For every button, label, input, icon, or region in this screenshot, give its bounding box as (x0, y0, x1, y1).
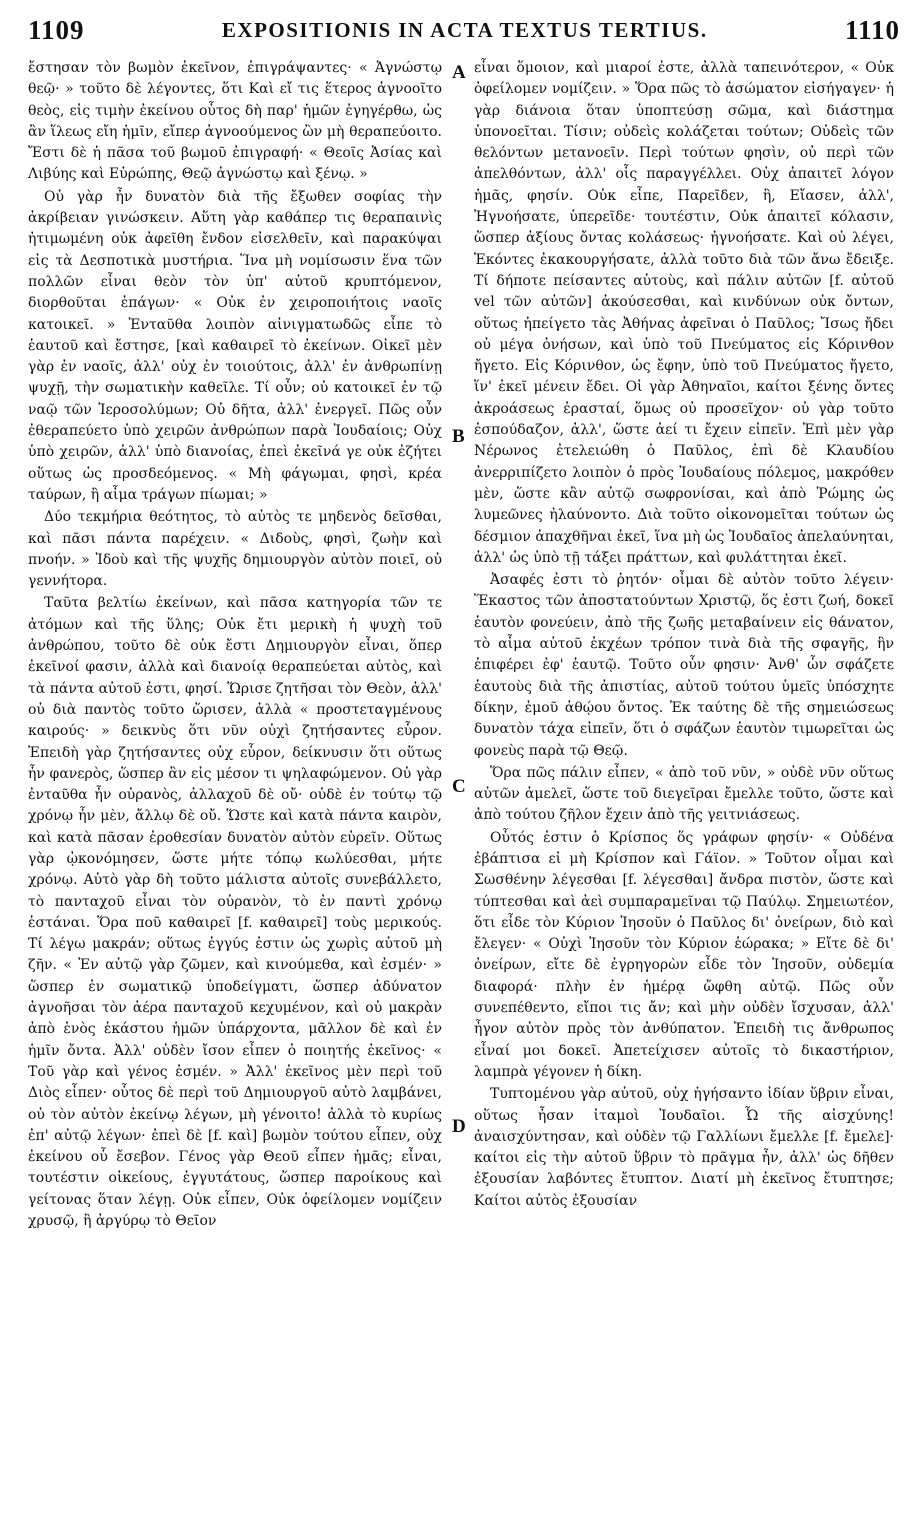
paragraph: Τυπτομένου γὰρ αὐτοῦ, οὐχ ἡγήσαντο ἰδίαν ὕβριν εἶναι, οὕτως ἦσαν ἰταμοὶ Ἰουδαῖοι. Ὦ τῆς αἰσχύνης! ἀναισχύντησαν, καὶ οὐδὲν τῷ Γαλλίωνι ἔμελλε [f. ἔμελε]· καίτοι εἰς τὴν αὐτοῦ ὕβριν τὸ πρᾶγμα ἦν, ἀλλ' ὡς δῆθεν ἐξουσίαν λαβόντες ἔτυπτον. Διατί μὴ ἐκεῖνος ἔτυπτησε; Καίτοι αὐτὸς ἐξουσίαν (474, 1086, 894, 1209)
paragraph: Οὗτός ἐστιν ὁ Κρίσπος ὅς γράφων φησίν· « Οὐδένα ἐβάπτισα εἰ μὴ Κρίσπον καὶ Γάϊον. » Τοῦτον οἶμαι καὶ Σωσθένην λέγεσθαι [f. λέγεσθαι] ἄνδρα πιστὸν, ὥστε καὶ τύπτεσθαι καὶ ἀεὶ συμπαραμεῖναι τῷ Παύλῳ. Σημειωτέον, ὅτι εἶδε τὸν Κύριον Ἰησοῦν ὁ Παῦλος δι' ὀνείρων, διὸ καὶ ἔλεγεν· « Οὐχὶ Ἰησοῦν τὸν Κύριον ἑώρακα; » Εἴτε δὲ δι' ὀνείρων, εἴτε δὲ ἐγρηγορὼν εἶδε τὸν Ἰησοῦν, οὐδεμία διαφορά· πλὴν ἐν ἡμέρᾳ ὤφθη αὐτῷ. Πῶς οὖν συνεπέθεντο, εἴποι τις ἄν; καὶ μὴν οὐδὲν ἴσχυσαν, ἀλλ' ἦγον αὐτὸν πρὸς τὸν ἀνθύπατον. Ἐπειδὴ τις ἄνθρωπος εἶναί μοι δοκεῖ. Ἀπετείχισεν αὐτοῖς τὸ δικαστήριον, λαμπρὰ γέγονεν ἡ δίκη. (474, 829, 894, 1080)
margin-marker-a: A (452, 62, 466, 83)
paragraph: Ἀσαφές ἐστι τὸ ῥητόν· οἶμαι δὲ αὐτὸν τοῦτο λέγειν· Ἕκαστος τῶν ἀποστατούντων Χριστῷ, ὅς ἐστι ζωή, δοκεῖ ἑαυτὸν φονεύειν, ἀπὸ τῆς ζωῆς μεταβαίνειν εἰς θάνατον, τὸ αἷμα αὐτοῦ ἐκχέων τρόπον τινὰ διὰ τῆς σφαγῆς, ἣν ἐπιφέρει ἐφ' ἑαυτῷ. Τοῦτο οὖν φησιν· Ἀνθ' ὧν σφάζετε ἑαυτοὺς διὰ τῆς ἀπιστίας, αὐτοῦ τούτου ὑμεῖς ὑπόσχητε δίκην, ἐμοῦ ἀθῴου ὄντος. Ἐκ ταύτης δὲ τῆς σημειώσεως δυνατὸν τάχα εἰπεῖν, ὅτι ὁ σφάζων ἑαυτὸν τιμωρεῖται ὡς φονεὺς παρὰ τῷ Θεῷ. (474, 572, 894, 759)
margin-marker-b: B (452, 426, 465, 447)
left-column (28, 58, 442, 1233)
margin-marker-c: C (452, 776, 466, 797)
paragraph: Ὅρα πῶς πάλιν εἶπεν, « ἀπὸ τοῦ νῦν, » οὐδὲ νῦν οὕτως αὐτῶν ἀμελεῖ, ὥστε τοῦ διεγεῖραι ἔμελλε τοῦτο, ὥστε καὶ ἀπὸ τούτου ζῆλον ἔχειν ἀπὸ τῆς γειτνιάσεως. (474, 764, 894, 824)
paragraph: εἶναι ὅμοιον, καὶ μιαροί ἐστε, ἀλλὰ ταπεινότερον, « Οὐκ ὀφείλομεν νομίζειν. » Ὅρα πῶς τὸ ἀσώματον εἰσήγαγεν· ἡ γὰρ διάνοια ὅταν ὑποπτεύσῃ σῶμα, καὶ διάστημα ὑπονοεῖται. Τίσιν; οὐδεὶς κολάζεται τούτων; Οὐδεὶς τῶν θελόντων μετανοεῖν. Περὶ τούτων φησὶν, οὐ περὶ τῶν ἀπελθόντων, ἀλλ' οἷς παραγγέλλει. Οὐχ ἀπαιτεῖ λόγον ἡμᾶς, φησίν. Οὐκ εἶπε, Παρεῖδεν, ἢ, Εἴασεν, ἀλλ', Ἠγνοήσατε, ὑπερεῖδε· τουτέστιν, Οὐκ ἀπαιτεῖ κόλασιν, ὥσπερ ἀξίους ὄντας κολάσεως· ἠγνοήσατε. Καὶ οὐ λέγει, Ἑκόντες ἐκακουργήσατε, ἀλλὰ τοῦτο διὰ τῶν ἄνω ἔδειξε. Τί δήποτε πείσαντες αὐτοὺς, καὶ πάλιν αὐτῶν [f. αὐτοῦ vel τῶν αὐτῶν] ἀκούσεσθαι, καὶ κινδύνων οὐκ ὄντων, οὕτως ἠπείγετο τὰς Ἀθήνας ἀφεῖναι ὁ Παῦλος; Ἴσως ἤδει οὐ μέγα ὀνήσων, καὶ ὑπὸ τοῦ Πνεύματος εἰς Κόρινθον ἤγετο. Εἰς Κόρινθον, ὡς ἔφην, ὑπὸ τοῦ Πνεύματος ἤγετο, ἵν' ἐκεῖ μένειν ἔδει. Οἱ γὰρ Ἀθηναῖοι, καίτοι ξένης ὄντες ἀκροάσεως ἐρασταί, ὅμως οὐ προσεῖχον· οὐ γὰρ τοῦτο ἐσπούδαζον, ἀλλ', ὥστε ἀεί τι ἔχειν εἰπεῖν. Ἐπὶ μὲν γὰρ Νέρωνος ἐτελειώθη ὁ Παῦλος, ἐπὶ δὲ Κλαυδίου ἀνερριπίζετο λοιπὸν ὁ πρὸς Ἰουδαίους πόλεμος, μακρόθεν μὲν, ὥστε κἂν αὐτῷ σωφρονίσαι, καὶ ἀπὸ Ῥώμης ὡς λυμεῶνες ἠλαύνοντο. Διὰ τοῦτο οἰκονομεῖται τούτων ὡς δέσμιον ἀπαχθῆναι ἐκεῖ, ἵνα μὴ ὡς Ἰουδαῖος ἀπελαύνηται, ἀλλ' ὡς ὑπὸ τῇ τάξει πράττων, καὶ φυλάττηται ἐκεῖ. (474, 60, 894, 566)
running-header (28, 6, 900, 54)
right-column (474, 58, 894, 1213)
paragraph: Οὐ γὰρ ἦν δυνατὸν διὰ τῆς ἔξωθεν σοφίας τὴν ἀκρίβειαν γινώσκειν. Αὕτη γὰρ καθάπερ τις θεραπαινὶς ἠτιμωμένη οὐκ ἀφεῖθη ἔνδον εἰσελθεῖν, καὶ παρακύψαι εἰς τὰ Δεσποτικὰ μυστήρια. Ἵνα μὴ νομίσωσιν ἕνα τῶν πολλῶν εἶναι θεὸν τὸν ὑπ' αὐτοῦ κρυπτόμενον, διορθοῦται ἐπάγων· « Οὐκ ἐν χειροποιήτοις ναοῖς κατοικεῖ. » Ἐνταῦθα λοιπὸν αἰνιγματωδῶς εἶπε τὸ ἑαυτοῦ καὶ ἔστησε, [καὶ καθαιρεῖ τὸ ἐκείνων. Οἰκεῖ μὲν γὰρ ἐν ναοῖς, ἀλλ' οὐχ ἐν τοιούτοις, ἀλλ' ἐν ἀνθρωπίνῃ ψυχῇ, τὴν σωματικὴν καθεῖλε. Τί οὖν; οὐ κατοικεῖ ἐν τῷ ναῷ τῶν Ἱεροσολύμων; Οὐ δῆτα, ἀλλ' ἐνεργεῖ. Πῶς οὖν ἐθεραπεύετο ὑπὸ χειρῶν ἀνθρώπων παρὰ Ἰουδαίοις; Οὐχ ὑπὸ χειρῶν, ἀλλ' ὑπὸ διανοίας, ἐπεὶ ἐκεῖνά γε οὐκ ἐζήτει οὕτως ὡς προσδεόμενος. « Μὴ φάγωμαι, φησὶ, κρέα ταύρων, ἢ αἷμα τράγων πίωμαι; » (28, 188, 442, 503)
paragraph: Δύο τεκμήρια θεότητος, τὸ αὐτὸς τε μηδενὸς δεῖσθαι, καὶ πᾶσι πάντα παρέχειν. « Διδοὺς, φησὶ, ζωὴν καὶ πνοήν. » Ἰδοὺ καὶ τῆς ψυχῆς δημιουργὸν αὐτὸν ποιεῖ, οὐ γεννήτορα. (28, 509, 442, 590)
paragraph: Ταῦτα βελτίω ἐκείνων, καὶ πᾶσα κατηγορία τῶν τε ἀτόμων καὶ τῆς ὕλης; Οὐκ ἔτι μερικὴ ἡ ψυχὴ τοῦ ἀνθρώπου, τοῦτο δὲ οὐκ ἔστι Δημιουργὸν εἶναι, ὅπερ ἐκεῖνοί φασιν, ἀλλὰ καὶ διανοίᾳ θεραπεύεται αὐτὸς, καὶ τὰ πάντα αὐτοῦ ἐστι, φησί. Ὥρισε ζητῆσαι τὸν Θεὸν, ἀλλ' οὐ διὰ παντὸς τοῦτο ὥρισεν, ἀλλὰ « προστεταγμένους καιρούς· » δεικνὺς ὅτι νῦν οὐχὶ ζητήσαντες εὗρον. Ἐπειδὴ γὰρ ζητήσαντες οὐχ εὗρον, δείκνυσιν ὅτι οὕτως ἦν φανερὸς, ὥσπερ ἂν εἰς μέσον τι ψηλαφώμενον. Οὐ γὰρ ἐνταῦθα ἦν οὐρανὸς, ἀλλαχοῦ δὲ οὔ· οὐδὲ ἐν τούτῳ τῷ χρόνῳ ἦν μὲν, ἄλλῳ δὲ οὔ. Ὥστε καὶ κατὰ πάντα καιρὸν, καὶ κατὰ πᾶσαν ἐροθεσίαν δυνατὸν αὐτὸν εὑρεῖν. Οὕτως γὰρ ᾠκονόμησεν, ὥστε μήτε τόπῳ κωλύεσθαι, μήτε χρόνῳ. Αὐτὸ γὰρ δὴ τοῦτο μάλιστα αὐτοῖς συνεβάλλετο, τὸ πανταχοῦ εἶναι τὸν οὐρανὸν, τὸ ἐν παντὶ χρόνῳ ἑστάναι. Ὅρα ποῦ καθαιρεῖ [f. καθαιρεῖ] τοὺς μερικούς. Τί λέγω μακράν; οὕτως ἐγγύς ἐστιν ὡς χωρὶς αὐτοῦ μὴ ζῆν. « Ἐν αὐτῷ γὰρ ζῶμεν, καὶ κινούμεθα, καὶ ἐσμέν· » ὥσπερ ἐν σωματικῷ ὑποδείγματι, ὥσπερ ἀδύνατον ἀγνοῆσαι τὸν ἀέρα πανταχοῦ κεχυμένον, καὶ οὐ μακρὰν ἀπὸ ἑνὸς ἑκάστου ἡμῶν ὑπάρχοντα, μᾶλλον δὲ καὶ ἐν ἡμῖν ὄντα. Ἀλλ' οὐδὲν ἴσον εἶπεν ὁ ποιητής ἐκεῖνος· « Τοῦ γὰρ καὶ γένος ἐσμέν. » Ἀλλ' ἐκεῖνος μὲν περὶ τοῦ Διὸς εἶπεν· οὗτος δὲ περὶ τοῦ Δημιουργοῦ αὐτὸ λαμβάνει, οὐ τὸν αὐτὸν ἐκείνῳ λέγων, μὴ γένοιτο! ἀλλὰ τὸ κυρίως ἐπ' αὐτῷ λέγων· ἐπεὶ δὲ [f. καὶ] βωμὸν τούτου εἶπεν, οὐχ ἐκείνου οὗ ἔσεβον. Γένος γὰρ Θεοῦ εἶπεν ἡμᾶς; εἶναι, τουτέστιν οἰκείους, ἐγγυτάτους, ὥσπερ παροίκους καὶ γείτονας ὅταν λέγῃ. Οὐκ εἶπεν, Οὐκ ὀφείλομεν νομίζειν χρυσῷ, ἢ ἀργύρῳ τὸ Θεῖον (28, 595, 442, 1230)
page-number-left: 1109 (28, 14, 85, 45)
margin-marker-d: D (452, 1116, 466, 1137)
running-title: EXPOSITIONIS IN ACTA TEXTUS TERTIUS. (221, 17, 708, 42)
page-number-right: 1110 (844, 14, 900, 45)
paragraph: ἔστησαν τὸν βωμὸν ἐκεῖνον, ἐπιγράψαντες· « Ἀγνώστῳ θεῷ· » τοῦτο δὲ λέγοντες, ὅτι Καὶ εἴ τις ἕτερος ἀγνοοῖτο θεὸς, εἰς τιμὴν ἐκείνου οὗτος δὴ παρ' ἡμῶν ἐγηγέρθω, ὡς ἂν ἵλεως εἴη ἡμῖν, εἴπερ ἀγνοούμενος ὢν μὴ θεραπεύοιτο. Ἔστι δὲ ἡ πᾶσα τοῦ βωμοῦ ἐπιγραφή· « Θεοῖς Ἀσίας καὶ Λιβύης καὶ Εὐρώπης, Θεῷ ἀγνώστῳ καὶ ξένῳ. » (28, 60, 442, 183)
